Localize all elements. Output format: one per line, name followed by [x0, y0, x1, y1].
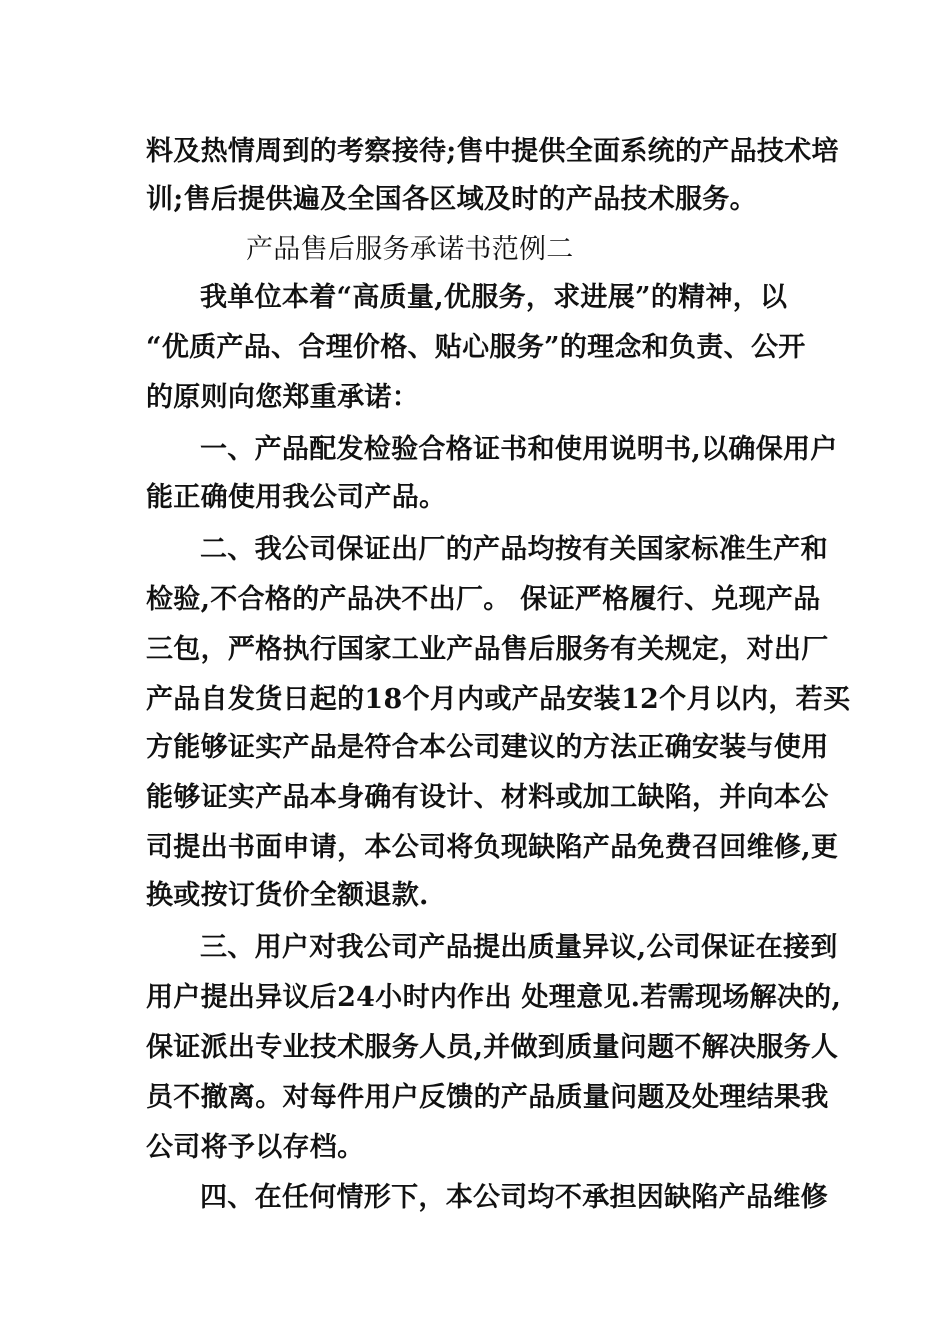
text-line: 四、在任何情形下，本公司均不承担因缺陷产品维修	[200, 1182, 828, 1213]
text-line: 换或按订货价全额退款.	[146, 880, 429, 911]
text-line: 员不撤离。对每件用户反馈的产品质量问题及处理结果我	[146, 1082, 829, 1113]
text-line: 我单位本着“高质量,优服务，求进展”的精神，以	[200, 282, 788, 313]
text-line: 产品自发货日起的18个月内或产品安装12个月以内，若买	[146, 684, 851, 715]
text-line: 司提出书面申请，本公司将负现缺陷产品免费召回维修,更	[146, 832, 839, 863]
text-line: 三、用户对我公司产品提出质量异议,公司保证在接到	[200, 932, 838, 963]
text-line: “优质产品、合理价格、贴心服务”的理念和负责、公开	[146, 332, 806, 363]
text-line: 保证派出专业技术服务人员,并做到质量问题不解决服务人	[146, 1032, 839, 1063]
text-line: 能正确使用我公司产品。	[146, 482, 447, 513]
section-title: 产品售后服务承诺书范例二	[246, 234, 574, 265]
text-line: 的原则向您郑重承诺：	[146, 382, 419, 413]
text-line: 能够证实产品本身确有设计、材料或加工缺陷，并向本公	[146, 782, 829, 813]
text-line: 训;售后提供遍及全国各区域及时的产品技术服务。	[146, 184, 757, 215]
text-line: 用户提出异议后24小时内作出 处理意见.若需现场解决的,	[146, 982, 842, 1013]
text-line: 三包，严格执行国家工业产品售后服务有关规定，对出厂	[146, 634, 829, 665]
text-line: 二、我公司保证出厂的产品均按有关国家标准生产和	[200, 534, 828, 565]
text-line: 一、产品配发检验合格证书和使用说明书,以确保用户	[200, 434, 838, 465]
text-line: 方能够证实产品是符合本公司建议的方法正确安装与使用	[146, 732, 829, 763]
text-line: 料及热情周到的考察接待;售中提供全面系统的产品技术培	[146, 136, 839, 167]
text-line: 检验,不合格的产品决不出厂。 保证严格履行、兑现产品	[146, 584, 821, 615]
text-line: 公司将予以存档。	[146, 1132, 365, 1163]
